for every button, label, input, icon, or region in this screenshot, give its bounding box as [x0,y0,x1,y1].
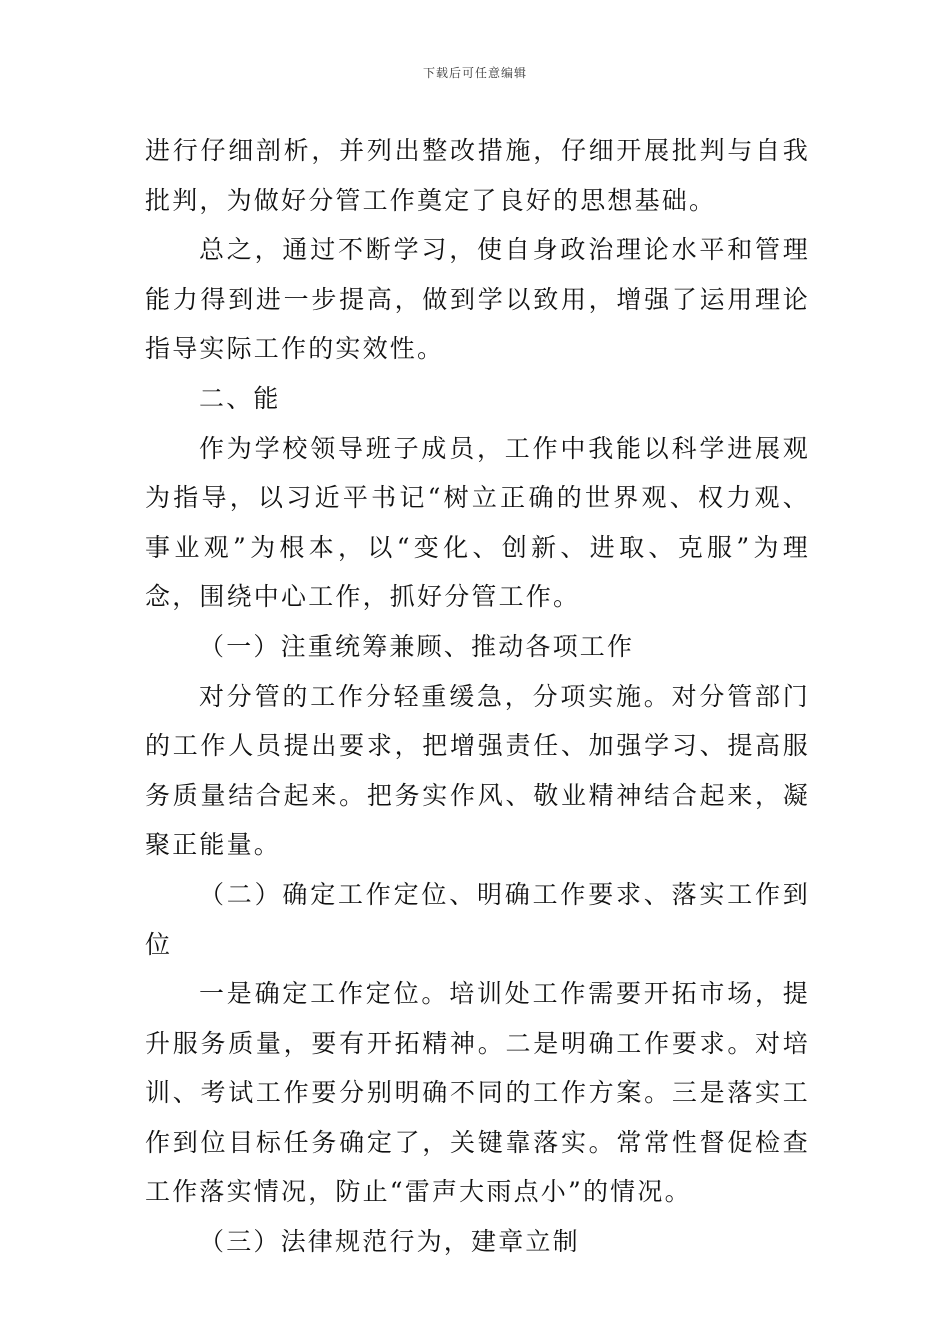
paragraph-role: 作为学校领导班子成员，工作中我能以科学进展观为指导，以习近平书记“树立正确的世界观、权力观、事业观”为根本，以“变化、创新、进取、克服”为理念，围绕中心工作，抓好分管工作。 [145,433,810,612]
subheading-2: （二）确定工作定位、明确工作要求、落实工作到位 [145,879,810,959]
page-header: 下载后可任意编辑 [422,66,527,80]
subheading-3: （三）法律规范行为，建章立制 [199,1227,580,1257]
paragraph-summary: 总之，通过不断学习，使自身政治理论水平和管理能力得到进一步提高，做到学以致用，增强了运用理论指导实际工作的实效性。 [145,235,810,364]
paragraph-positioning: 一是确定工作定位。培训处工作需要开拓市场，提升服务质量，要有开拓精神。二是明确工作要求。对培训、考试工作要分别明确不同的工作方案。三是落实工作到位目标任务确定了，关键靠落实。常常性督促检查工作落实情况，防止“雷声大雨点小”的情况。 [145,979,810,1207]
paragraph-continuation: 进行仔细剖析，并列出整改措施，仔细开展批判与自我批判，为做好分管工作奠定了良好的思想基础。 [145,136,810,215]
paragraph-coordination: 对分管的工作分轻重缓急，分项实施。对分管部门的工作人员提出要求，把增强责任、加强学习、提高服务质量结合起来。把务实作风、敬业精神结合起来，凝聚正能量。 [145,681,810,860]
document-body [145,126,810,1267]
subheading-1: （一）注重统筹兼顾、推动各项工作 [199,631,635,661]
section-heading-ability: 二、能 [199,383,281,413]
